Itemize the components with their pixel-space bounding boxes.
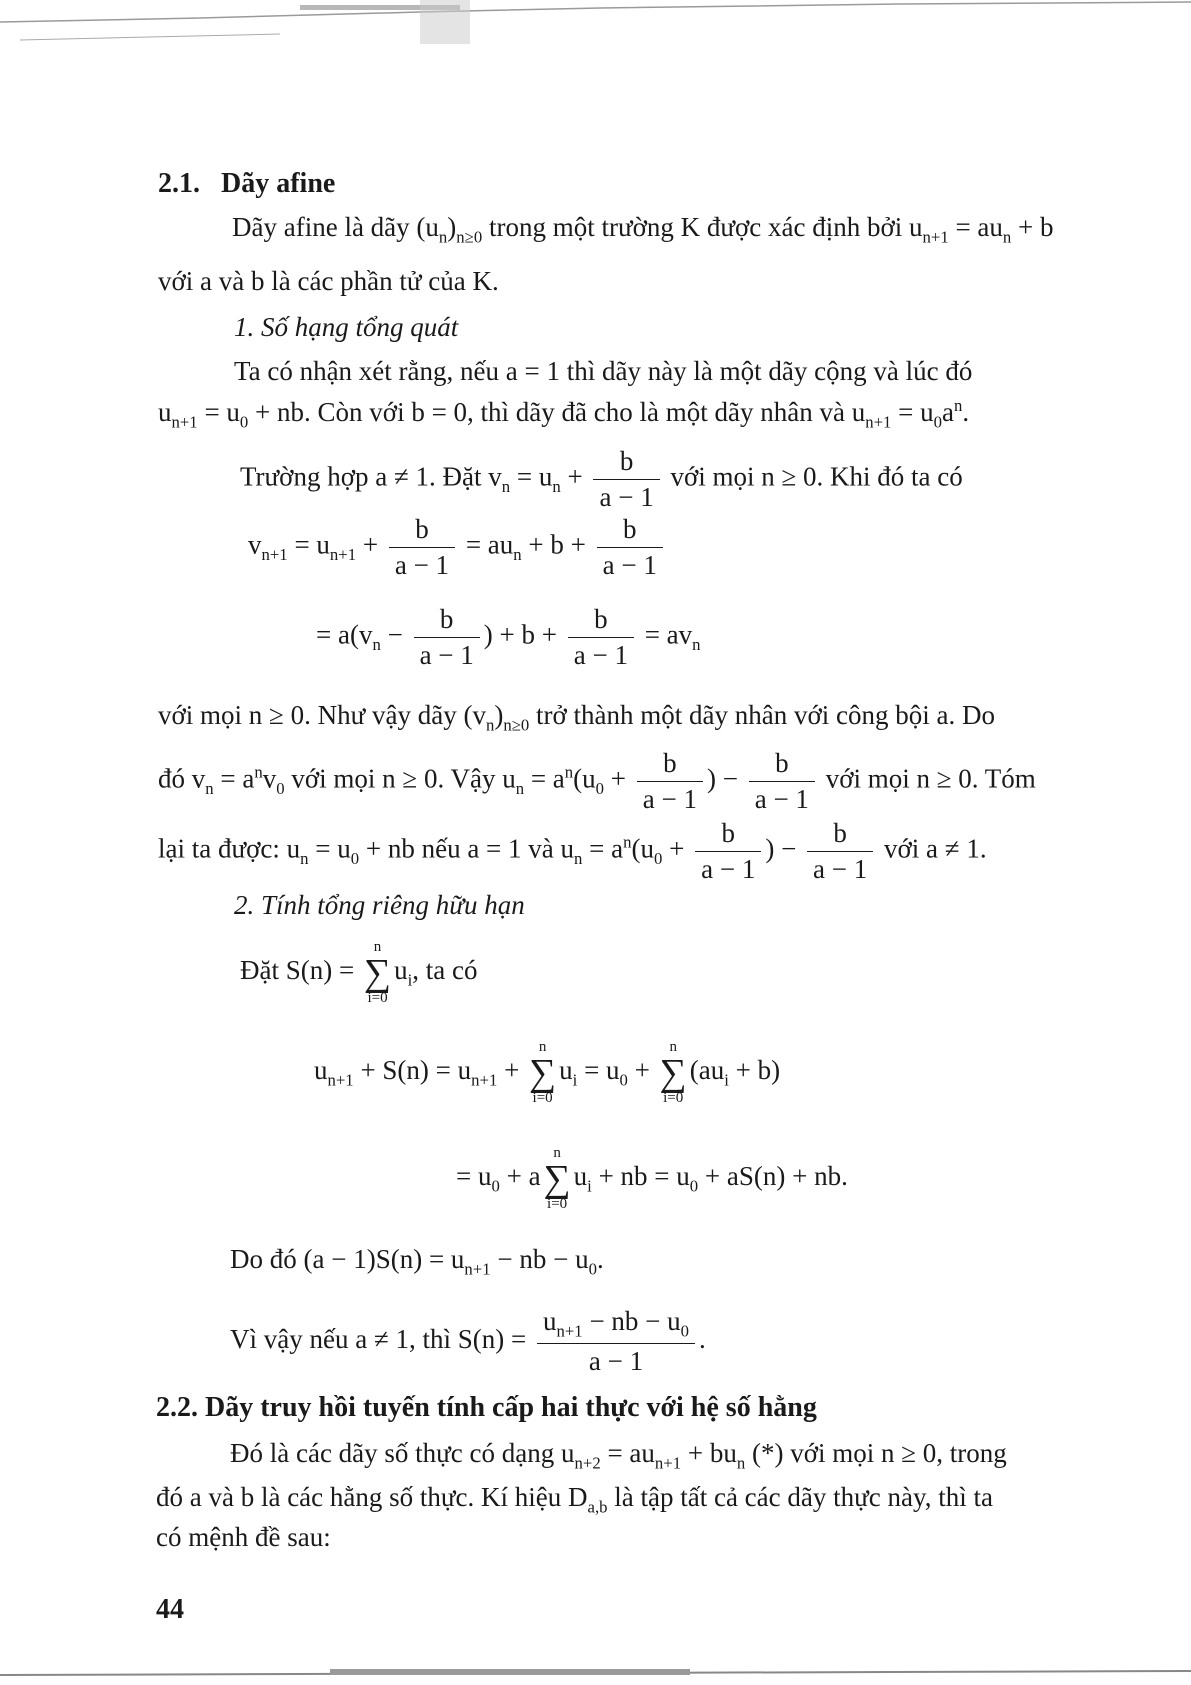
paragraph-remark: Ta có nhận xét rằng, nếu a = 1 thì dãy này là một dãy cộng và lúc đó (234, 356, 973, 386)
paragraph-sum-def: Đặt S(n) = n ∑ i=0 $u_i$, ta có (240, 939, 478, 1006)
subsection-title-2: 2. Tính tổng riêng hữu hạn (234, 890, 525, 920)
equation-sum-1: $u_{n+1} + S(n) = u_{n+1}$ + n ∑ i=0 $u_i = u_0$ + n ∑ i=0 $(au_i + b)$ (314, 1039, 781, 1106)
equation-sum-2: = $u_0 + a$ n ∑ i=0 $u_i$ + nb = $u_0 + aS(n)$ + nb. (456, 1145, 848, 1212)
equation-avn: = $a(v_n$ − $\frac{b}{a - 1}$ ) + b + $\frac{b}{a - 1}$ = $av_n$ (316, 604, 701, 670)
subsection-title: 1. Số hạng tổng quát (234, 312, 459, 342)
paragraph-remark-cont: $u_{n+1} = u_0$ + nb. Còn với b = 0, thì dãy đã cho là một dãy nhân và $u_{n+1} = u_0a^n$. (158, 396, 970, 432)
section-heading: 2.1. Dãy afine (158, 168, 336, 199)
paragraph-intro: Dãy afine là dãy $(u_n)_{n\ge 0}$ trong một trường K được xác định bởi $u_{n+1} = au_n + b$ (232, 212, 1054, 247)
paragraph-proposition: có mệnh đề sau: (156, 1522, 331, 1552)
paragraph-recurrence-cont: đó a và b là các hằng số thực. Kí hiệu $D_{a,b}$ là tập tất cả các dãy thực này, thì ta (156, 1482, 993, 1517)
paragraph-summary: lại ta được: $u_n = u_0$ + nb nếu a = 1 và $u_n = a^n(u_0$ + $\frac{b}{a - 1}$ ) − $\frac{b}{a - 1}$ với a ≠ 1. (158, 818, 987, 884)
paragraph-recurrence: Đó là các dãy số thực có dạng $u_{n+2} = au_{n+1} + bu_n$ (*) với mọi n ≥ 0, trong (230, 1438, 1007, 1473)
paragraph-formula: đó $v_n = a^nv_0$ với mọi n ≥ 0. Vậy $u_n = a^n(u_0$ + $\frac{b}{a - 1}$ ) − $\frac{b}{a - 1}$ với mọi n ≥ 0. Tóm (158, 748, 1036, 814)
paragraph-case: Trường hợp a ≠ 1. Đặt $v_n = u_n$ + $\frac{b}{a - 1}$ với mọi n ≥ 0. Khi đó ta có (240, 446, 963, 512)
paragraph-therefore: Do đó $(a - 1)S(n) = u_{n+1}$ − nb − $u_0$. (230, 1244, 604, 1279)
scan-edge-bottom (0, 1665, 1191, 1685)
paragraph-intro-cont: với a và b là các phần tử của K. (158, 266, 499, 296)
equation-vn1: $v_{n+1} = u_{n+1}$ + $\frac{b}{a - 1}$ = $au_n + b$ + $\frac{b}{a - 1}$ (248, 514, 667, 581)
paragraph-result: Vì vậy nếu a ≠ 1, thì S(n) = $\frac{u_{n+1} - nb - u_0}{a - 1}$ . (230, 1306, 706, 1377)
scan-edge-top (0, 0, 1191, 46)
section-heading-2: 2.2. Dãy truy hồi tuyến tính cấp hai thực với hệ số hằng (156, 1392, 817, 1423)
paragraph-geometric: với mọi n ≥ 0. Như vậy dãy $(v_n)_{n\ge 0}$ trở thành một dãy nhân với công bội a. Do (158, 700, 995, 735)
page-number: 44 (156, 1594, 184, 1625)
